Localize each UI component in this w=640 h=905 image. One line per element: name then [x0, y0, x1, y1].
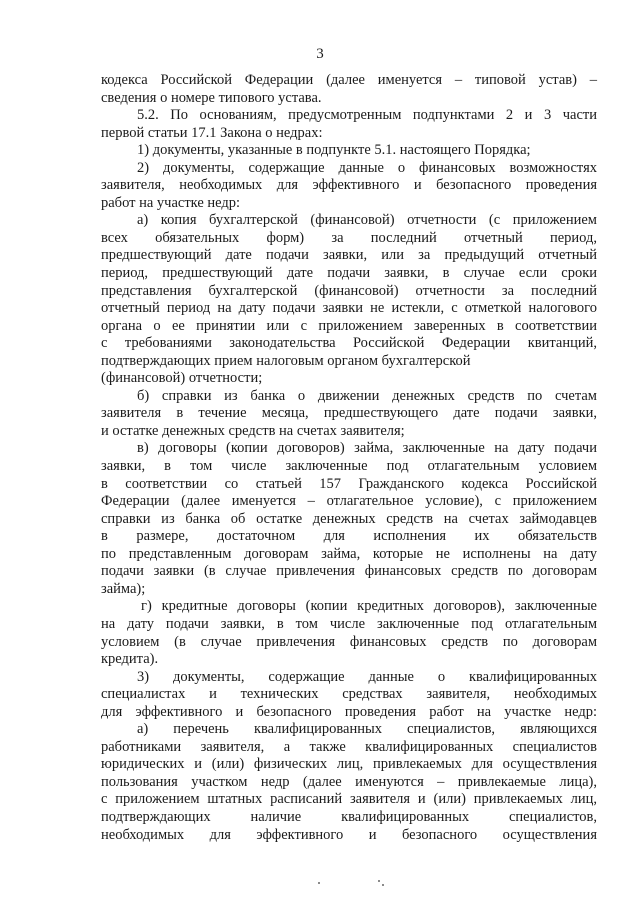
- text-line: всех обязательных форм) за последний отчетный период,: [101, 229, 597, 246]
- text-line: с требованиями законодательства Российской Федерации квитанций, подтверждающих прием налоговым органом бухгалтерской: [101, 335, 597, 369]
- text-line: предшествующий дате подачи заявки, или за предыдущий отчетный: [101, 247, 597, 264]
- text-line: органа о ее принятии или с приложением заверенных в соответствии: [101, 317, 597, 334]
- text-line: и остатке денежных средств на счетах заявителя;: [101, 422, 405, 439]
- text-line: юридических и (или) физических лиц, привлекаемых для осуществления: [101, 756, 597, 773]
- text-line: а) копия бухгалтерской (финансовой) отчетности (с приложением: [137, 212, 597, 229]
- scan-speck: [382, 884, 384, 886]
- text-line: 2) документы, содержащие данные о финансовых возможностях: [137, 159, 597, 176]
- scan-speck: [318, 882, 320, 884]
- text-line: подачи заявки (в случае привлечения финансовых средств по договорам: [101, 563, 597, 580]
- text-line: с приложением штатных расписаний заявителя и (или) привлекаемых лиц,: [101, 791, 597, 808]
- text-line: в соответствии со статьей 157 Гражданского кодекса Российской: [101, 475, 597, 492]
- text-line: по представленным договорам займа, которые не исполнены на дату: [101, 545, 597, 562]
- page-number: 3: [316, 46, 324, 62]
- text-line: 3) документы, содержащие данные о квалифицированных: [137, 668, 597, 685]
- text-line: справки из банка об остатке денежных средств на счетах займодавцев: [101, 510, 597, 527]
- text-line: период, предшествующий дате подачи заявки, в случае если сроки: [101, 265, 597, 282]
- text-line: представления бухгалтерской (финансовой) отчетности за последний: [101, 282, 597, 299]
- document-body: [101, 72, 597, 844]
- scan-speck: [378, 880, 380, 882]
- text-line: 5.2. По основаниям, предусмотренным подпунктами 2 и 3 части: [137, 107, 597, 124]
- text-line: заявителя в течение месяца, предшествующего дате подачи заявки,: [101, 405, 597, 422]
- text-line: первой статьи 17.1 Закона о недрах:: [101, 124, 323, 141]
- text-line: а) перечень квалифицированных специалистов, являющихся: [137, 721, 597, 738]
- text-line: специалистах и технических средствах заявителя, необходимых: [101, 686, 597, 703]
- text-line: Федерации (далее именуется – отлагательное условие), с приложением: [101, 493, 597, 510]
- text-line: займа);: [101, 580, 146, 597]
- text-line: на дату подачи заявки, в том числе заключенные под отлагательным: [101, 615, 597, 632]
- text-line: 1) документы, указанные в подпункте 5.1. настоящего Порядка;: [137, 142, 531, 159]
- text-line: г) кредитные договоры (копии кредитных договоров), заключенные: [141, 598, 597, 615]
- text-line: в) договоры (копии договоров) займа, заключенные на дату подачи: [137, 440, 597, 457]
- text-line: сведения о номере типового устава.: [101, 89, 322, 106]
- text-line: условием (в случае привлечения финансовых средств по договорам: [101, 633, 597, 650]
- text-line: кодекса Российской Федерации (далее именуется – типовой устав) –: [101, 72, 597, 88]
- text-line: пользования участком недр (далее именуются – привлекаемые лица),: [101, 773, 597, 790]
- text-line: подтверждающих наличие квалифицированных специалистов,: [101, 808, 597, 825]
- text-line: заявителя, необходимых для эффективного и безопасного проведения: [101, 177, 597, 194]
- text-line: заявки, в том числе заключенные под отлагательным условием: [101, 458, 597, 475]
- text-line: работ на участке недр:: [101, 194, 241, 211]
- text-line: кредита).: [101, 651, 159, 668]
- wrapped-line-group: [101, 335, 597, 370]
- text-line: (финансовой) отчетности;: [101, 370, 263, 387]
- text-line: отчетный период на дату подачи заявки не истекли, с отметкой налогового: [101, 300, 597, 317]
- text-line: б) справки из банка о движении денежных средств по счетам: [137, 387, 597, 404]
- text-line: в размере, достаточном для исполнения их обязательств: [101, 528, 597, 545]
- text-line: работниками заявителя, а также квалифицированных специалистов: [101, 738, 597, 755]
- text-line: необходимых для эффективного и безопасного осуществления: [101, 826, 597, 843]
- scan-noise: [0, 878, 640, 890]
- text-line: для эффективного и безопасного проведения работ на участке недр:: [101, 703, 597, 720]
